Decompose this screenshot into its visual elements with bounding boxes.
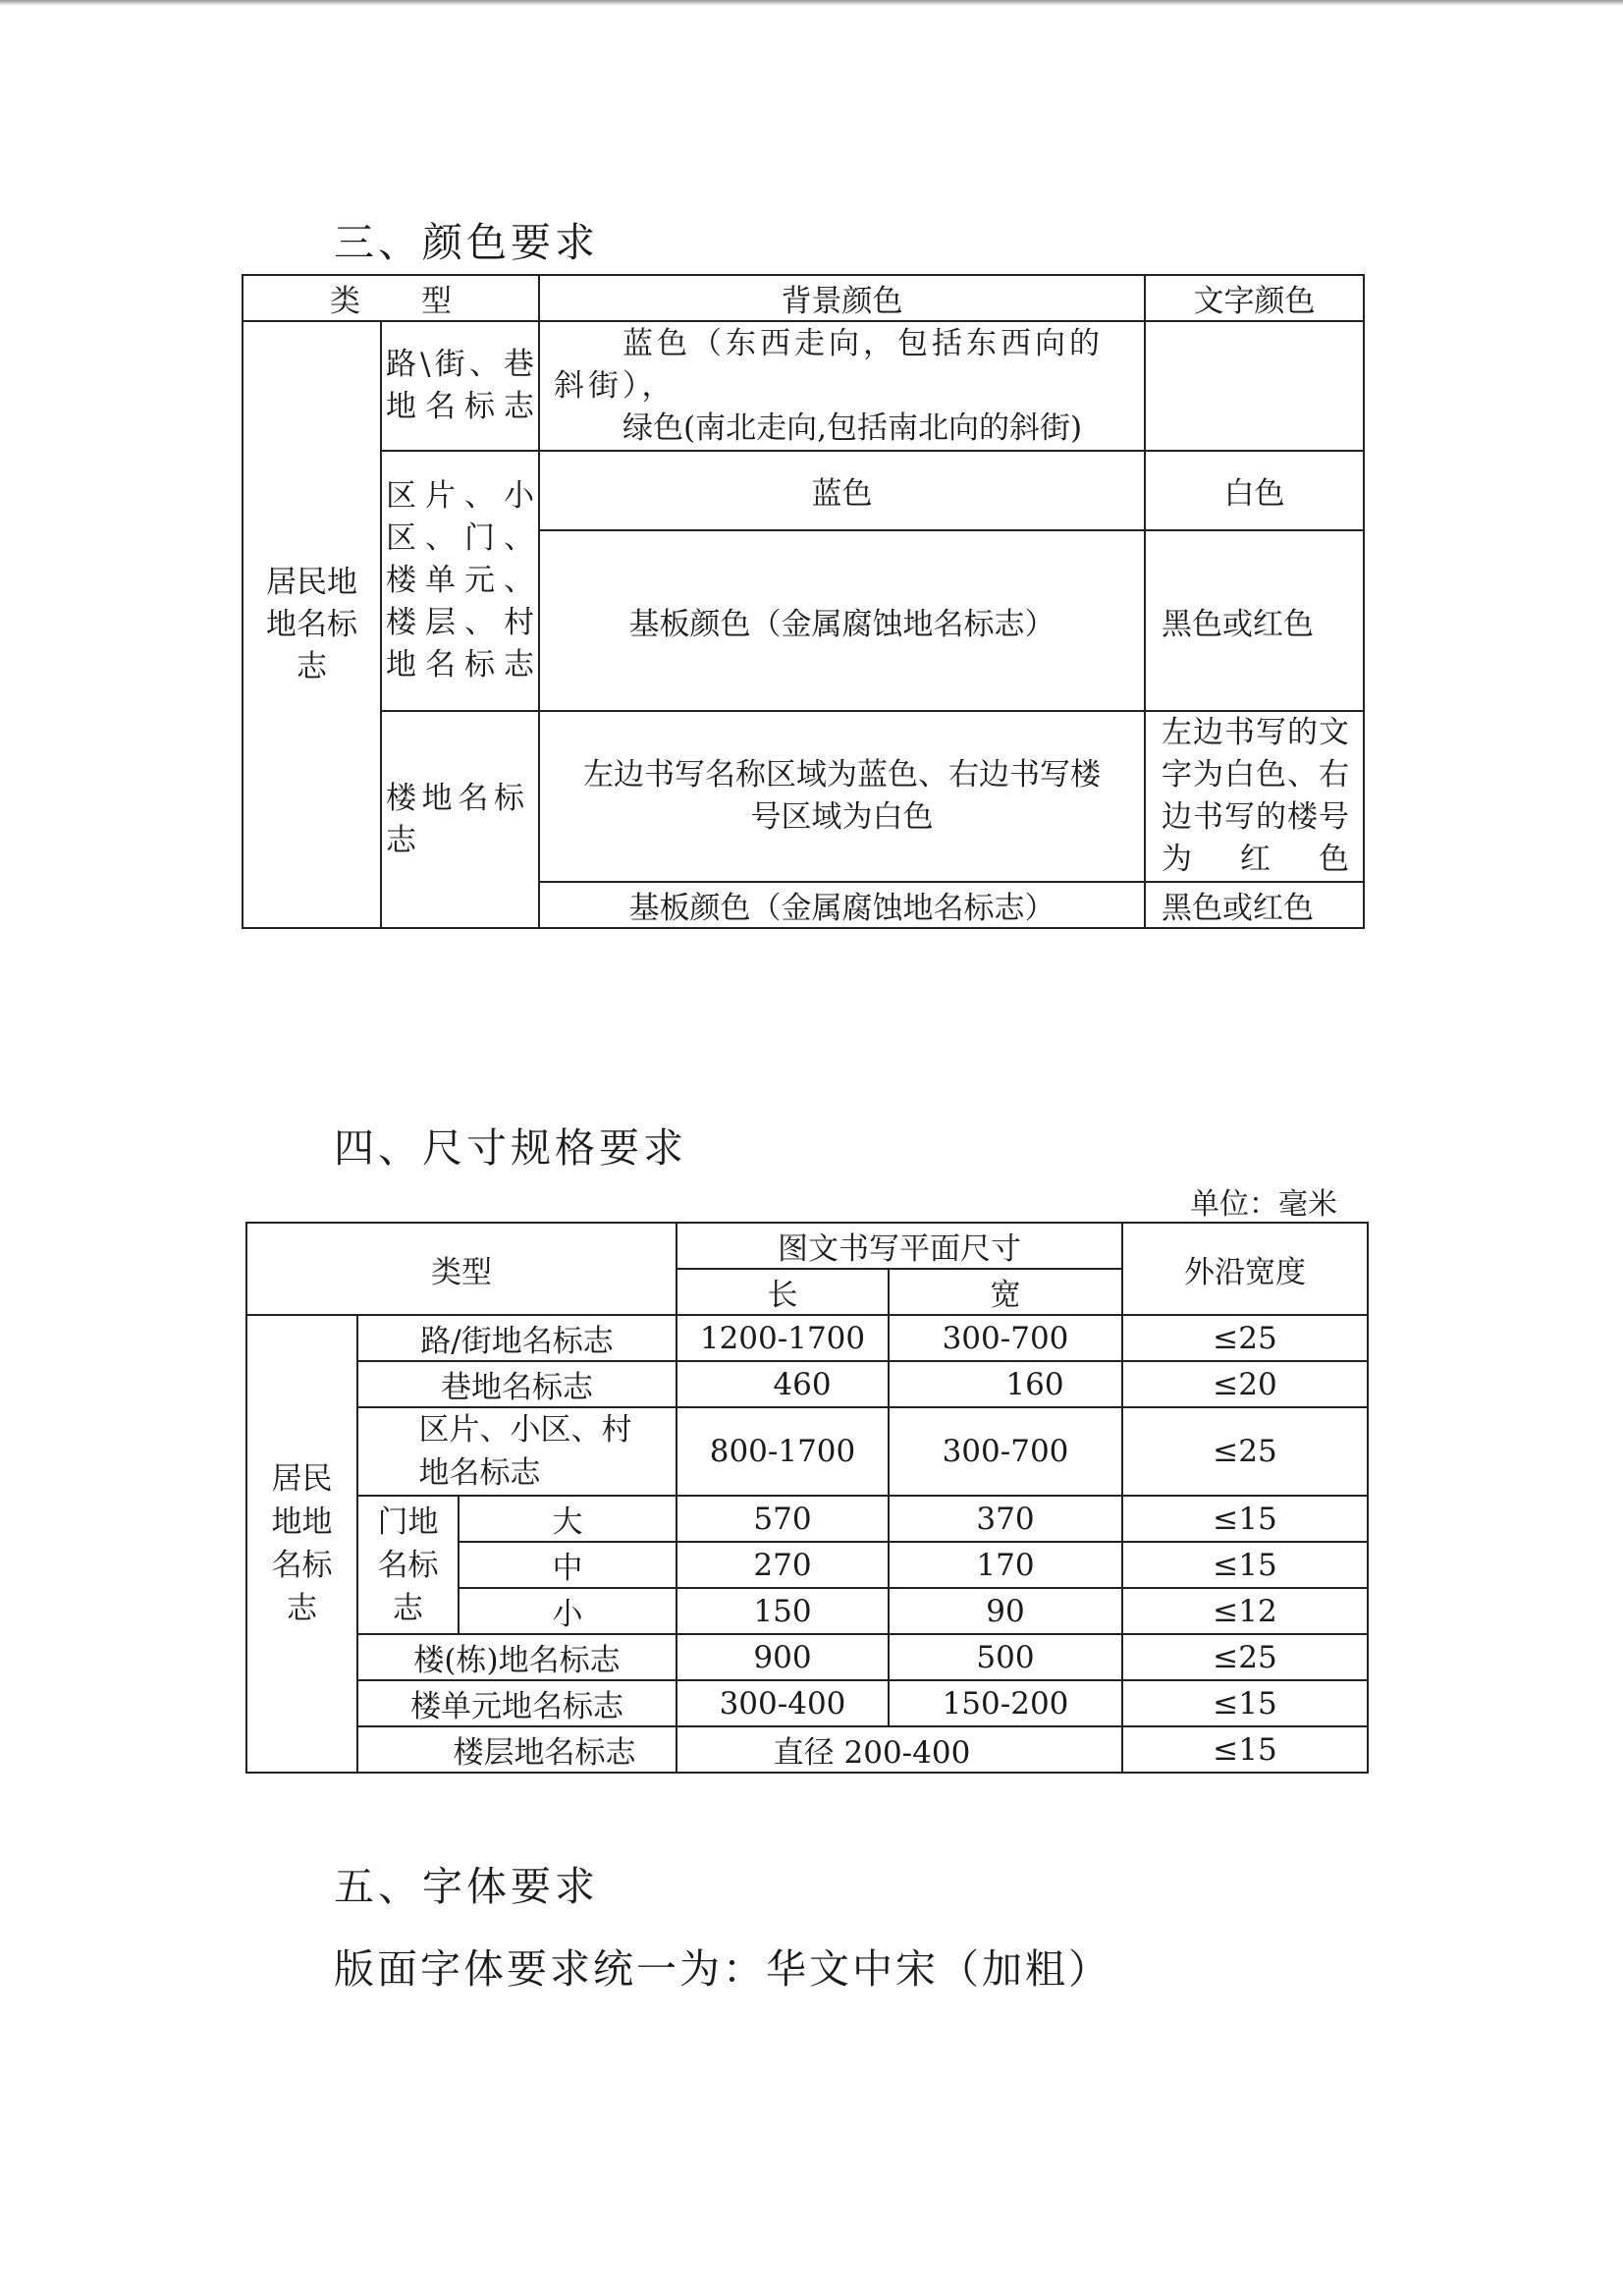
- row-length: 800-1700: [676, 1407, 889, 1496]
- table-row: [243, 451, 1364, 530]
- row-width: 170: [889, 1542, 1122, 1588]
- header-margin-width: 外沿宽度: [1122, 1223, 1368, 1315]
- district-background-metal: 基板颜色（金属腐蚀地名标志）: [539, 530, 1145, 711]
- row-length: 300-400: [676, 1680, 889, 1726]
- row-length: 570: [676, 1496, 889, 1542]
- group-label-text: 居民地地名标志: [271, 1461, 333, 1626]
- header-plane-size: 图文书写平面尺寸: [676, 1223, 1122, 1269]
- table-row: [246, 1726, 1368, 1773]
- table-row: [243, 321, 1364, 451]
- district-text-color: 白色: [1145, 451, 1364, 530]
- row-name: 小: [459, 1588, 676, 1634]
- row-name: [357, 1407, 676, 1496]
- row-width: 300-700: [889, 1407, 1122, 1496]
- section-heading-font: 五、字体要求: [334, 1863, 599, 1910]
- type-district: 区片、小区、门、楼单元、楼层、村地名标志: [381, 451, 539, 711]
- row-margin: ≤25: [1122, 1634, 1368, 1680]
- door-group-label-text: 门地名标志: [377, 1503, 439, 1626]
- group-label: [246, 1315, 357, 1773]
- row-width: 90: [889, 1588, 1122, 1634]
- table-row: [246, 1634, 1368, 1680]
- header-width: 宽: [889, 1269, 1122, 1315]
- row-length: 460: [676, 1361, 889, 1407]
- header-type: 类型: [246, 1223, 676, 1315]
- building-background-metal: 基板颜色（金属腐蚀地名标志）: [539, 882, 1145, 928]
- row-name: 楼单元地名标志: [357, 1680, 676, 1726]
- group-label: [243, 321, 381, 928]
- row-margin: ≤15: [1122, 1680, 1368, 1726]
- table-header-row: [246, 1223, 1368, 1269]
- row-length: 900: [676, 1634, 889, 1680]
- row-margin: ≤15: [1122, 1726, 1368, 1773]
- header-type: 类 型: [243, 275, 539, 321]
- row-width: 300-700: [889, 1315, 1122, 1361]
- row-diameter: 直径 200-400: [676, 1726, 1122, 1773]
- building-background: 左边书写名称区域为蓝色、右边书写楼号区域为白色: [539, 711, 1145, 882]
- header-background-color: 背景颜色: [539, 275, 1145, 321]
- table-header-row: [243, 275, 1364, 321]
- row-name: 楼(栋)地名标志: [357, 1634, 676, 1680]
- row-length: 1200-1700: [676, 1315, 889, 1361]
- table-row: [246, 1496, 1368, 1542]
- group-label-text: 居民地地名标志: [266, 564, 357, 684]
- header-length: 长: [676, 1269, 889, 1315]
- section-heading-color: 三、颜色要求: [334, 219, 599, 266]
- row-name: 大: [459, 1496, 676, 1542]
- row-width: 160: [889, 1361, 1122, 1407]
- row-name: 巷地名标志: [357, 1361, 676, 1407]
- row-width: 500: [889, 1634, 1122, 1680]
- row-margin: ≤25: [1122, 1407, 1368, 1496]
- row-margin: ≤12: [1122, 1588, 1368, 1634]
- type-building: 楼地名标志: [381, 711, 539, 928]
- row-name: 楼层地名标志: [357, 1726, 676, 1773]
- row-margin: ≤25: [1122, 1315, 1368, 1361]
- row-name-text: 区片、小区、村地名标志: [418, 1412, 632, 1491]
- row-length: 270: [676, 1542, 889, 1588]
- table-row: [243, 711, 1364, 882]
- road-background-blue: 蓝色（东西走向，包括东西向的斜街），: [554, 325, 1104, 404]
- font-requirement-text: 版面字体要求统一为：华文中宋（加粗）: [334, 1945, 1111, 1993]
- table-row: [246, 1315, 1368, 1361]
- color-requirements-table: [242, 274, 1365, 929]
- row-margin: ≤20: [1122, 1361, 1368, 1407]
- table-row: [246, 1680, 1368, 1726]
- row-width: 370: [889, 1496, 1122, 1542]
- row-margin: ≤15: [1122, 1542, 1368, 1588]
- unit-label: 单位：毫米: [1190, 1187, 1337, 1222]
- section-heading-size: 四、尺寸规格要求: [334, 1124, 687, 1172]
- row-length: 150: [676, 1588, 889, 1634]
- district-background: 蓝色: [539, 451, 1145, 530]
- road-background: [539, 321, 1145, 451]
- row-name: 中: [459, 1542, 676, 1588]
- building-text-color: 左边书写的文字为白色、右边书写的楼号为红色: [1145, 711, 1364, 882]
- table-row: [246, 1407, 1368, 1496]
- header-text-color: 文字颜色: [1145, 275, 1364, 321]
- scan-top-edge: [0, 0, 1623, 6]
- district-text-color-metal: 黑色或红色: [1145, 530, 1364, 711]
- road-text-color: [1145, 321, 1364, 451]
- type-road: 路\街、巷地名标志: [381, 321, 539, 451]
- row-name: 路/街地名标志: [357, 1315, 676, 1361]
- row-margin: ≤15: [1122, 1496, 1368, 1542]
- door-group-label: [357, 1496, 459, 1634]
- row-width: 150-200: [889, 1680, 1122, 1726]
- size-requirements-table: [245, 1222, 1369, 1774]
- road-background-green: 绿色(南北走向,包括南北向的斜街): [622, 410, 1083, 446]
- table-row: [246, 1361, 1368, 1407]
- building-text-color-metal: 黑色或红色: [1145, 882, 1364, 928]
